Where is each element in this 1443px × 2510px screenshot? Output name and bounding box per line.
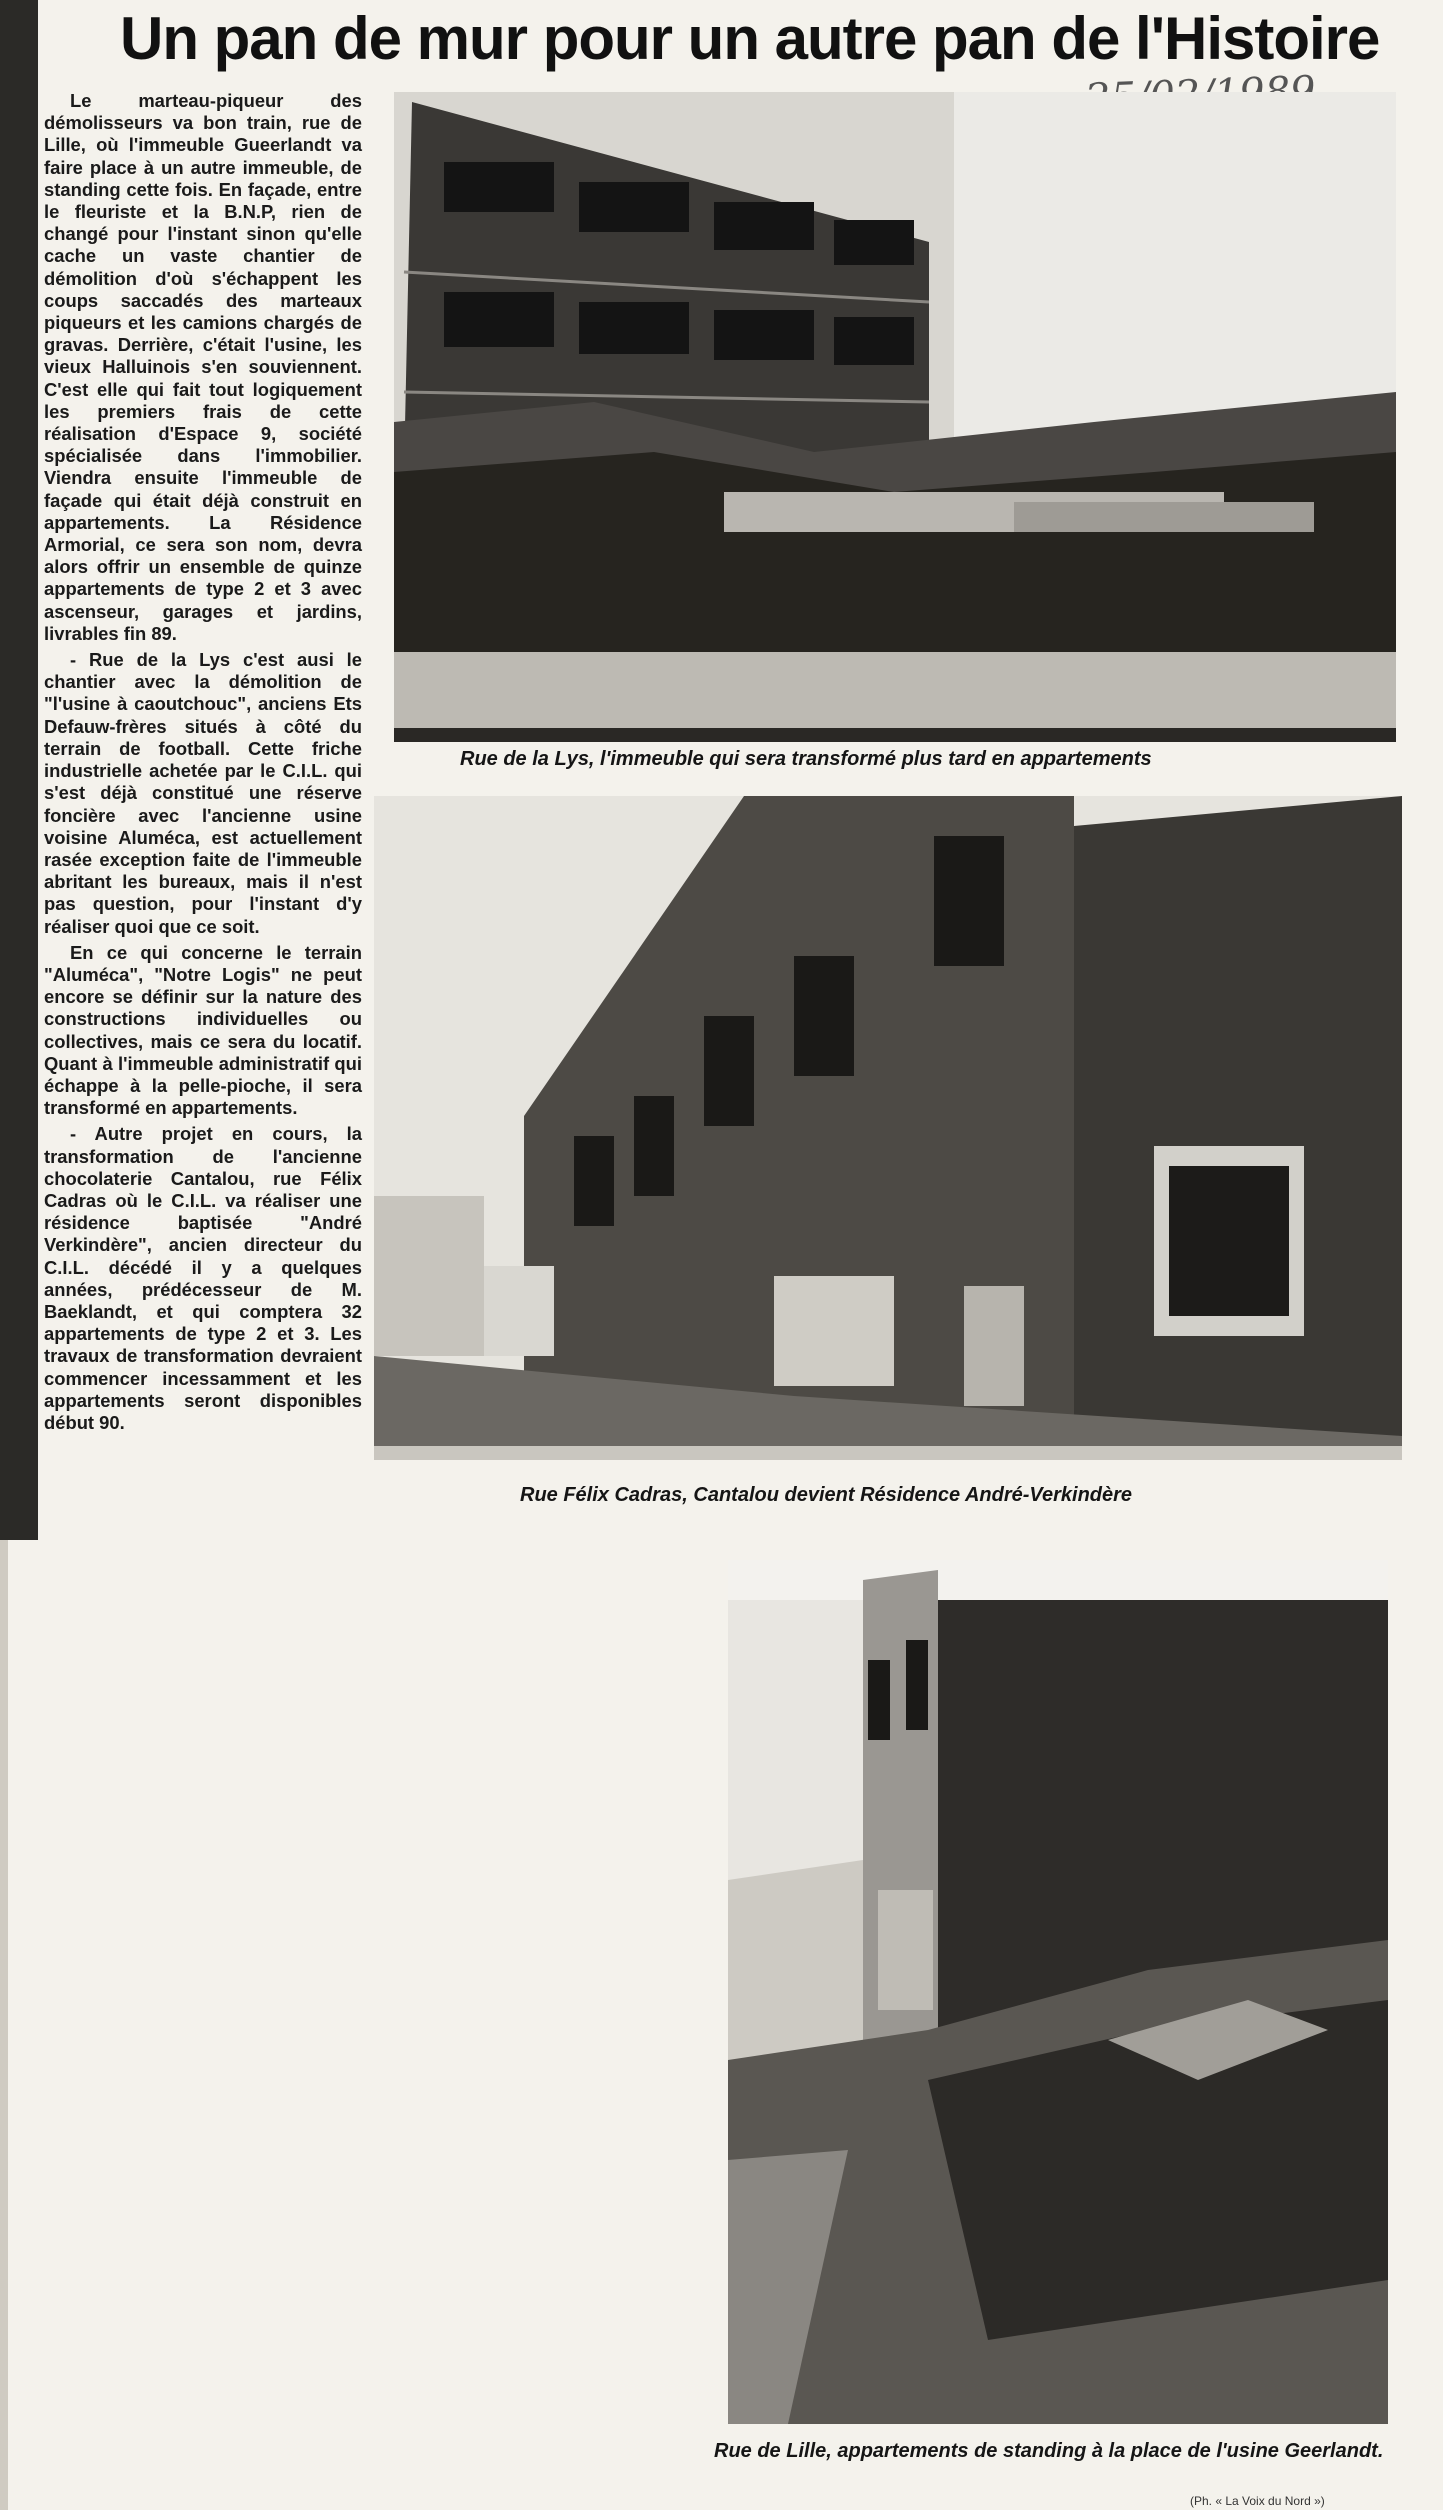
photo-rue-de-lille (728, 1560, 1388, 2424)
photo-caption: Rue de Lille, appartements de standing à la place de l'usine Geerlandt. (714, 2440, 1384, 2462)
paragraph: - Rue de la Lys c'est ausi le chantier avec la démolition de "l'usine à caoutchouc", anciens Ets Defauw-frères situés à côté du terrain de football. Cette friche industrielle achetée par le C.I.L. qui s'est déjà constitué une réserve foncière avec l'ancienne usine voisine Aluméca, est actuellement rasée exception faite de l'immeuble abritant les bureaux, mais il n'est pas question, pour l'instant d'y réaliser quoi que ce soit. (44, 649, 362, 937)
page-edge-lower (0, 1540, 8, 2510)
photo-rue-de-la-lys (394, 92, 1396, 742)
photo-caption: Rue de la Lys, l'immeuble qui sera transformé plus tard en appartements (460, 748, 1152, 770)
paragraph: Le marteau-piqueur des démolisseurs va bon train, rue de Lille, où l'immeuble Gueerlandt va faire place à un autre immeuble, de standing cette fois. En façade, entre le fleuriste et la B.N.P, rien de changé pour l'instant sinon qu'elle cache un vaste chantier de démolition d'où s'échappent les coups saccadés des marteaux piqueurs et les camions chargés de gravas. Derrière, c'était l'usine, les vieux Halluinois s'en souviennent. C'est elle qui fait tout logiquement les premiers frais de cette réalisation d'Espace 9, société spécialisée dans l'immobilier. Viendra ensuite l'immeuble de façade qui était déjà construit en appartements. La Résidence Armorial, ce sera son nom, devra alors offrir un ensemble de quinze appartements de type 2 et 3 avec ascenseur, garages et jardins, livrables fin 89. (44, 90, 362, 644)
photo-rue-felix-cadras (374, 796, 1402, 1460)
photo-credit: (Ph. « La Voix du Nord ») (1190, 2494, 1325, 2508)
paragraph: - Autre projet en cours, la transformation de l'ancienne chocolaterie Cantalou, rue Félix Cadras où le C.I.L. va réaliser une résidence baptisée "André Verkindère", ancien directeur du C.I.L. décédé il y a quelques années, prédécesseur de M. Baeklandt, et qui comptera 32 appartements de type 2 et 3. Les travaux de transformation devraient commencer incessamment et les appartements seront disponibles début 90. (44, 1123, 362, 1433)
paragraph: En ce qui concerne le terrain "Aluméca", "Notre Logis" ne peut encore se définir sur la nature des constructions individuelles ou collectives, mais ce sera du locatif. Quant à l'immeuble administratif qui échappe à la pelle-pioche, il sera transformé en appartements. (44, 941, 362, 1119)
photo-caption: Rue Félix Cadras, Cantalou devient Résidence André-Verkindère (520, 1484, 1133, 1506)
page-edge (0, 0, 38, 1540)
headline: Un pan de mur pour un autre pan de l'Histoire (120, 5, 1380, 72)
article-body (44, 90, 362, 1434)
